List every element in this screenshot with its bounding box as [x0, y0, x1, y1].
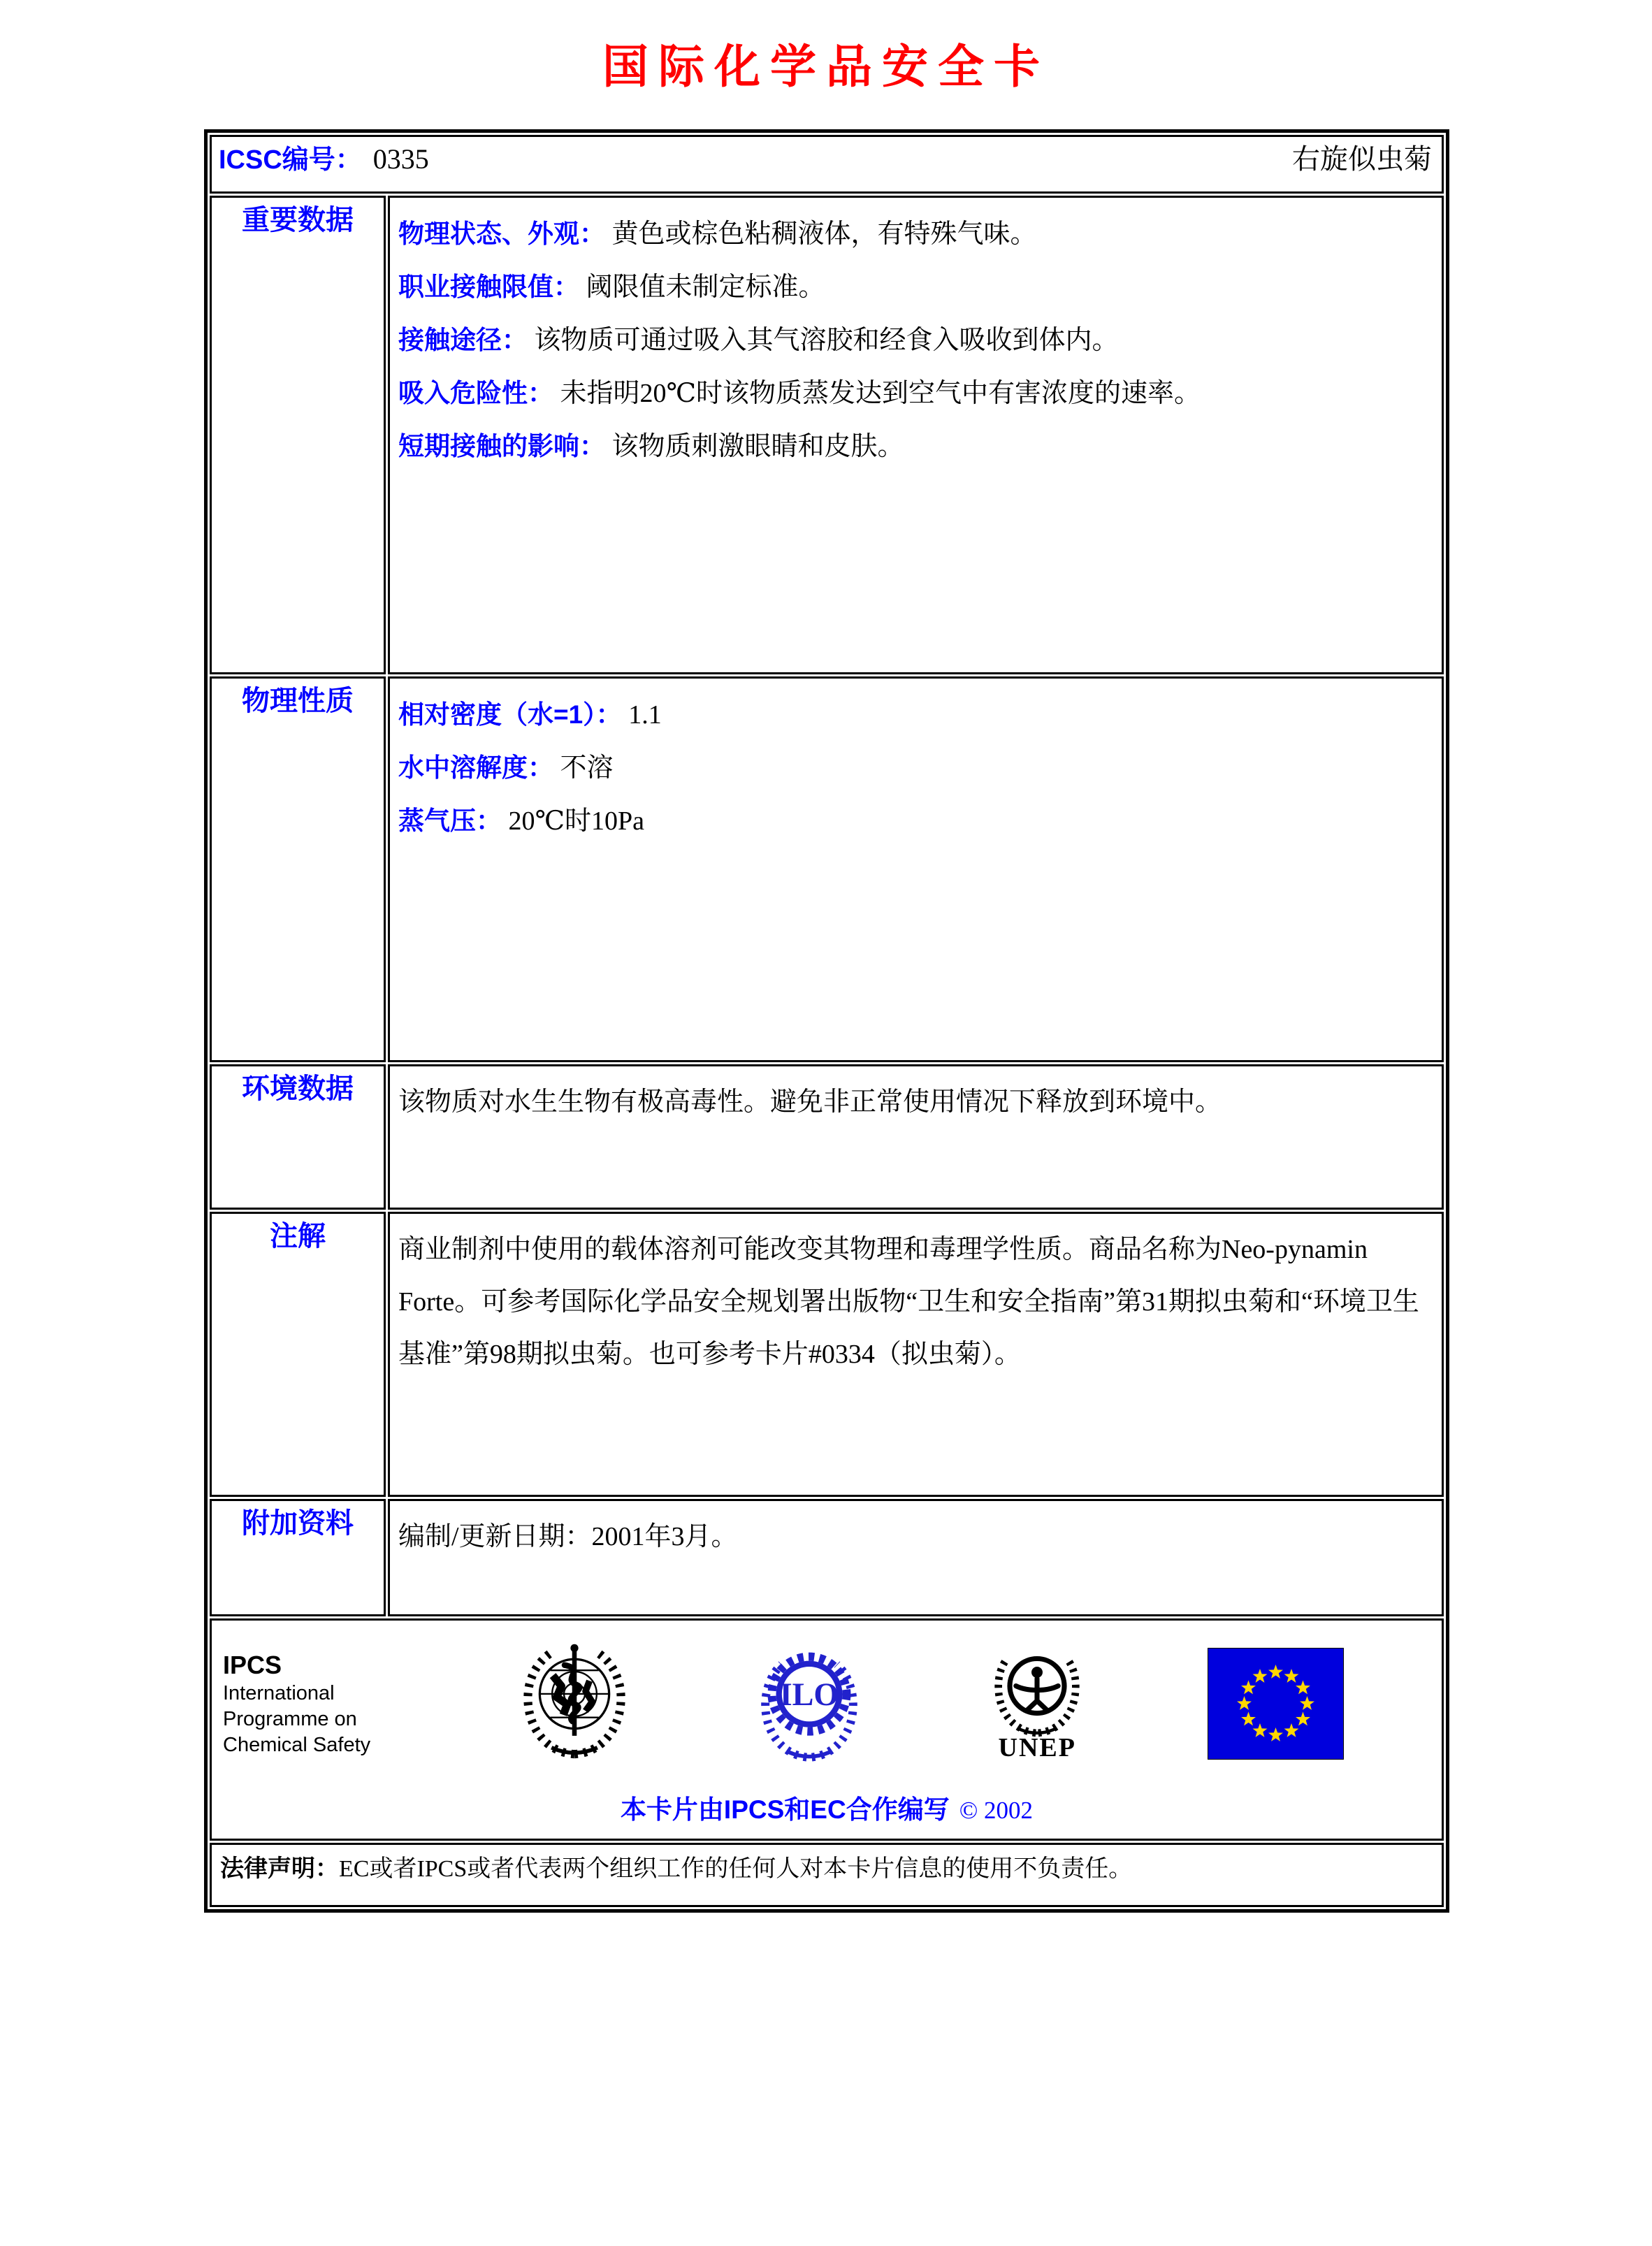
section-row-environmental-data [210, 1064, 1444, 1210]
section-content-notes [388, 1212, 1444, 1497]
additional-info-text: 编制/更新日期：2001年3月。 [398, 1522, 738, 1551]
legal-text: EC或者IPCS或者代表两个组织工作的任何人对本卡片信息的使用不负责任。 [339, 1856, 1133, 1882]
who-logo-icon [512, 1642, 637, 1766]
section-row-notes [210, 1212, 1444, 1497]
section-label-important-data: 重要数据 [210, 196, 386, 674]
ipcs-acronym: IPCS [223, 1650, 282, 1679]
legal-row [210, 1843, 1444, 1907]
environmental-data-text: 该物质对水生生物有极高毒性。避免非正常使用情况下释放到环境中。 [398, 1087, 1222, 1117]
unep-label: UNEP [998, 1732, 1076, 1762]
icsc-number-group [219, 138, 429, 176]
section-content-physical-properties [388, 676, 1444, 1062]
unep-logo-icon [981, 1645, 1093, 1738]
copyright-text: 本卡片由IPCS和EC合作编写 [620, 1795, 950, 1824]
section-row-important-data [210, 196, 1444, 674]
logos-row [210, 1618, 1444, 1841]
icsc-card-table [204, 129, 1449, 1913]
kv-line: 吸入危险性： 未指明20℃时该物质蒸发达到空气中有害浓度的速率。 [398, 379, 1201, 408]
section-row-physical-properties [210, 676, 1444, 1062]
section-content-important-data [388, 196, 1444, 674]
section-label-environmental-data: 环境数据 [210, 1064, 386, 1210]
section-row-additional-info [210, 1499, 1444, 1616]
ipcs-text-block: IPCS International Programme on Chemical Safety [223, 1650, 398, 1758]
kv-line: 水中溶解度： 不溶 [398, 753, 614, 783]
kv-line: 短期接触的影响： 该物质刺激眼睛和皮肤。 [398, 432, 904, 461]
eu-flag-icon [1208, 1648, 1344, 1760]
ilo-logo-icon [751, 1642, 867, 1765]
kv-line: 物理状态、外观： 黄色或棕色粘稠液体，有特殊气味。 [398, 219, 1037, 249]
kv-line: 蒸气压： 20℃时10Pa [398, 806, 645, 836]
page-title: 国际化学品安全卡 [602, 42, 1050, 93]
kv-line: 相对密度（水=1）： 1.1 [398, 700, 662, 730]
section-label-notes: 注解 [210, 1212, 386, 1497]
header-row [210, 135, 1444, 194]
section-content-environmental-data [388, 1064, 1444, 1210]
icsc-number-value: 0335 [372, 143, 429, 175]
chemical-name: 右旋似虫菊 [1292, 143, 1432, 175]
copyright-line [212, 1788, 1442, 1826]
icsc-number-label: ICSC编号： [219, 145, 362, 175]
copyright-year: © 2002 [959, 1797, 1034, 1824]
unep-logo-block [981, 1645, 1093, 1763]
kv-line: 接触途径： 该物质可通过吸入其气溶胶和经食入吸收到体内。 [398, 326, 1119, 355]
section-label-additional-info: 附加资料 [210, 1499, 386, 1616]
section-label-physical-properties: 物理性质 [210, 676, 386, 1062]
notes-text: 商业制剂中使用的载体溶剂可能改变其物理和毒理学性质。商品名称为Neo-pynamin Forte。可参考国际化学品安全规划署出版物“卫生和安全指南”第31期拟虫菊和“环境卫生基准”第98期拟虫菊。也可参考卡片#0334（拟虫菊）。 [398, 1235, 1419, 1369]
legal-label: 法律声明： [220, 1855, 339, 1882]
section-content-additional-info [388, 1499, 1444, 1616]
ilo-letters: ILO [779, 1676, 839, 1712]
kv-line: 职业接触限值： 阈限值未制定标准。 [398, 273, 825, 302]
